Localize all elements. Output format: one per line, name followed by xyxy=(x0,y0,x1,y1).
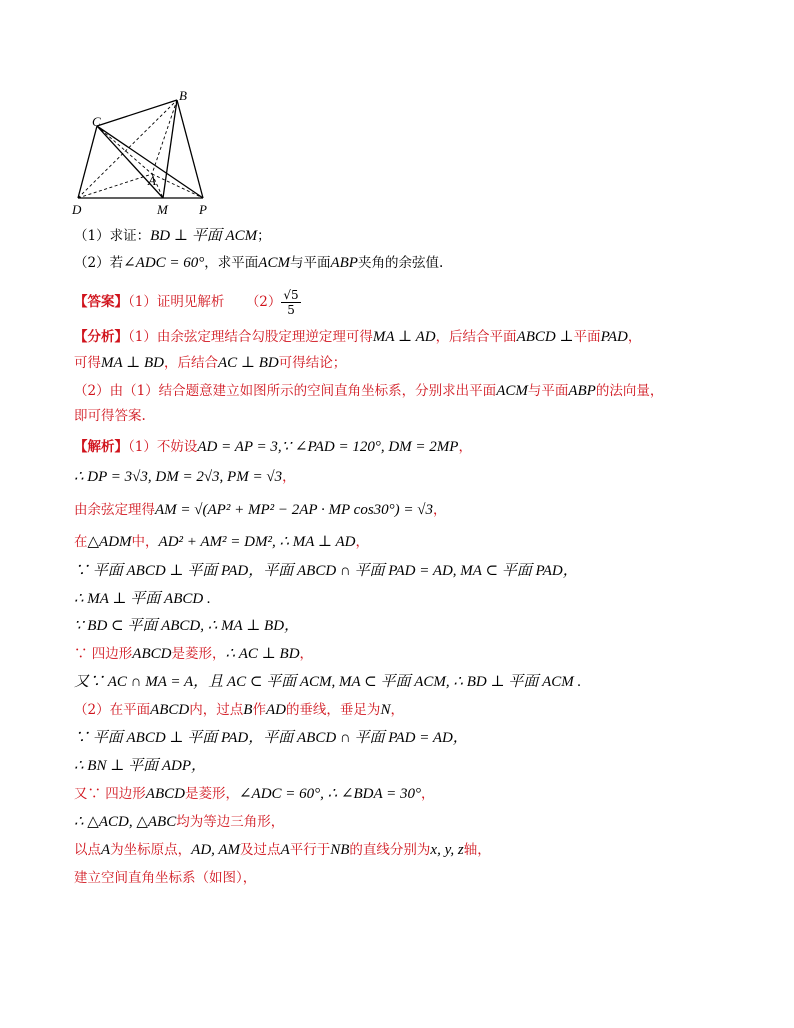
solution-line-10: （2）在平面ABCD内，过点B作AD的垂线，垂足为N， xyxy=(74,702,404,718)
solution-line-9: 又∵ AC ∩ MA = A，且 AC ⊂ 平面 ACM, MA ⊂ 平面 ACM, ∴ BD ⊥ 平面 ACM . xyxy=(74,674,582,690)
analysis-line-2: 可得MA ⊥ BD，后结合AC ⊥ BD可得结论； xyxy=(74,355,347,371)
edge-DC xyxy=(78,126,97,198)
analysis-tag: 【分析】 xyxy=(74,329,128,345)
solution-line-16: 建立空间直角坐标系（如图）， xyxy=(74,870,257,886)
geometry-figure xyxy=(68,88,218,223)
solution-line-11: ∵ 平面 ABCD ⊥ 平面 PAD，平面 ABCD ∩ 平面 PAD = AD， xyxy=(74,730,468,746)
solution-line-2: ∴ DP = 3√3, DM = 2√3, PM = √3， xyxy=(74,469,296,485)
label-B: B xyxy=(179,88,187,103)
answer-fraction: $\frac{√5}{5}$ xyxy=(283,288,299,317)
label-M: M xyxy=(157,202,168,217)
analysis-line-3: （2）由（1）结合题意建立如图所示的空间直角坐标系，分别求出平面ACM与平面ABP的法向量， xyxy=(74,383,664,399)
solution-line-7: ∵ BD ⊂ 平面 ABCD, ∴ MA ⊥ BD， xyxy=(74,618,300,634)
label-P: P xyxy=(199,202,207,217)
dash-DA xyxy=(78,174,152,198)
answer-tag: 【答案】 xyxy=(74,294,128,310)
analysis-line-1: 【分析】（1）由余弦定理结合勾股定理逆定理可得MA ⊥ AD，后结合平面ABCD ⊥平面PAD， xyxy=(74,329,642,345)
solution-line-6: ∴ MA ⊥ 平面 ABCD . xyxy=(74,591,211,607)
solution-line-8: ∵ 四边形ABCD是菱形，∴ AC ⊥ BD， xyxy=(74,646,314,662)
edge-CB xyxy=(97,100,177,126)
edge-BM xyxy=(163,100,177,198)
question-2: （2）若∠ADC = 60°，求平面ACM与平面ABP夹角的余弦值. xyxy=(74,255,444,271)
analysis-line-4: 即可得答案. xyxy=(74,408,146,424)
solution-line-14: ∴ △ACD, △ABC均为等边三角形， xyxy=(74,814,285,830)
solution-tag: 【解析】 xyxy=(74,439,128,455)
dash-CA xyxy=(97,126,152,174)
dash-BA xyxy=(152,100,177,174)
solution-line-5: ∵ 平面 ABCD ⊥ 平面 PAD，平面 ABCD ∩ 平面 PAD = AD, MA ⊂ 平面 PAD， xyxy=(74,563,578,579)
question-1: （1）求证：BD ⊥ 平面 ACM； xyxy=(74,228,271,244)
solution-line-1: 【解析】（1）不妨设AD = AP = 3,∵ ∠PAD = 120°, DM = 2MP， xyxy=(74,439,472,455)
solution-line-4: 在△ADM中，AD² + AM² = DM², ∴ MA ⊥ AD， xyxy=(74,534,369,550)
solution-line-15: 以点A为坐标原点，AD, AM及过点A平行于NB的直线分别为x, y, z轴， xyxy=(74,842,491,858)
label-D: D xyxy=(72,202,82,217)
label-A: A xyxy=(148,173,156,188)
solution-line-3: 由余弦定理得AM = √(AP² + MP² − 2AP · MP cos30°) = √3， xyxy=(74,502,447,518)
label-C: C xyxy=(92,114,101,129)
answer-line: 【答案】（1）证明见解析 （2） $\frac{√5}{5}$ xyxy=(74,288,299,317)
solution-line-13: 又∵ 四边形ABCD是菱形，∠ADC = 60°, ∴ ∠BDA = 30°， xyxy=(74,786,435,802)
solution-line-12: ∴ BN ⊥ 平面 ADP， xyxy=(74,758,206,774)
